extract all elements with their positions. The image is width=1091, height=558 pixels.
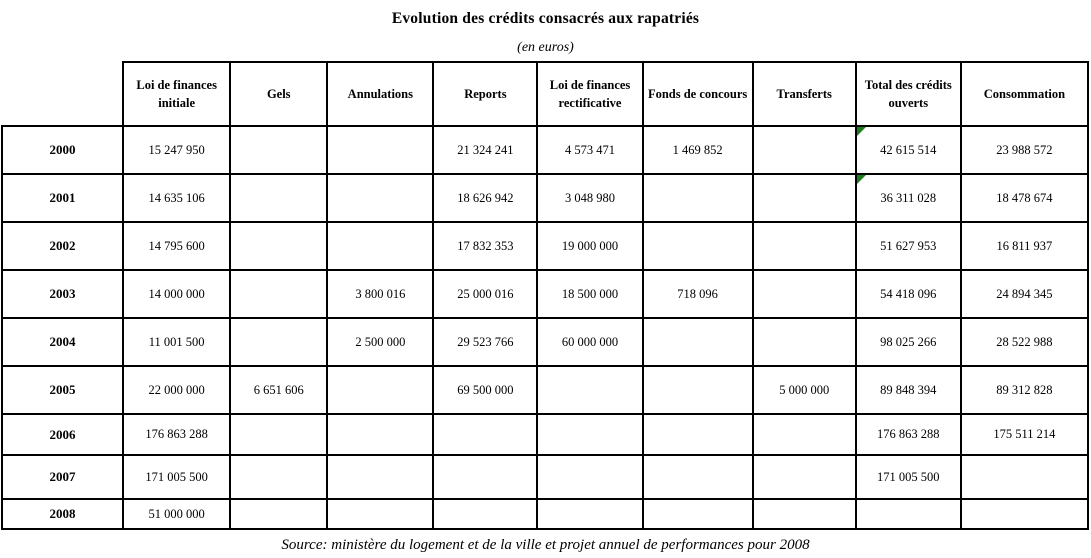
table-cell: 4 573 471 — [537, 126, 642, 174]
cell-value: 42 615 514 — [880, 142, 937, 157]
table-row-2008 — [2, 499, 1088, 529]
table-cell — [753, 455, 856, 499]
table-cell — [433, 499, 537, 529]
table-cell — [537, 499, 642, 529]
table-cell: 171 005 500 — [856, 455, 961, 499]
credits-table — [1, 61, 1089, 530]
table-cell: 6 651 606 — [230, 366, 327, 414]
table-cell: 18 500 000 — [537, 270, 642, 318]
table-cell — [753, 499, 856, 529]
table-row-2002 — [2, 222, 1088, 270]
corner-cell — [2, 62, 123, 126]
table-cell: 89 848 394 — [856, 366, 961, 414]
column-header-loi-finances-initiale: Loi de finances initiale — [123, 62, 230, 126]
column-header-gels: Gels — [230, 62, 327, 126]
table-cell — [643, 499, 753, 529]
table-cell — [643, 174, 753, 222]
table-cell — [753, 174, 856, 222]
year-cell: 2007 — [2, 455, 123, 499]
table-cell: 18 478 674 — [961, 174, 1088, 222]
cell-value: 36 311 028 — [880, 190, 937, 205]
column-header-reports: Reports — [433, 62, 537, 126]
table-cell: 17 832 353 — [433, 222, 537, 270]
table-cell: 14 635 106 — [123, 174, 230, 222]
table-cell — [753, 270, 856, 318]
table-cell — [753, 222, 856, 270]
table-cell — [230, 318, 327, 366]
table-cell — [856, 499, 961, 529]
table-cell — [643, 318, 753, 366]
table-cell — [753, 414, 856, 455]
table-cell — [753, 126, 856, 174]
table-cell: 23 988 572 — [961, 126, 1088, 174]
table-cell: 22 000 000 — [123, 366, 230, 414]
table-cell: 175 511 214 — [961, 414, 1088, 455]
table-cell: 5 000 000 — [753, 366, 856, 414]
table-cell: 16 811 937 — [961, 222, 1088, 270]
table-cell: 51 627 953 — [856, 222, 961, 270]
year-cell: 2004 — [2, 318, 123, 366]
year-cell: 2001 — [2, 174, 123, 222]
year-cell: 2006 — [2, 414, 123, 455]
table-cell: 69 500 000 — [433, 366, 537, 414]
table-cell: 29 523 766 — [433, 318, 537, 366]
table-cell — [327, 174, 433, 222]
year-cell: 2008 — [2, 499, 123, 529]
table-cell — [230, 174, 327, 222]
column-header-loi-finances-rectificative: Loi de finances rectificative — [537, 62, 642, 126]
table-cell: 176 863 288 — [856, 414, 961, 455]
table-cell — [643, 222, 753, 270]
table-cell: 60 000 000 — [537, 318, 642, 366]
table-row-2000 — [2, 126, 1088, 174]
table-cell: 51 000 000 — [123, 499, 230, 529]
column-header-transferts: Transferts — [753, 62, 856, 126]
year-cell: 2003 — [2, 270, 123, 318]
table-cell — [537, 455, 642, 499]
table-cell: 24 894 345 — [961, 270, 1088, 318]
source-note: Source: ministère du logement et de la ville et projet annuel de performances pour 2008 — [281, 537, 810, 553]
table-cell: 11 001 500 — [123, 318, 230, 366]
table-cell: 98 025 266 — [856, 318, 961, 366]
table-cell — [230, 126, 327, 174]
table-cell — [856, 126, 961, 174]
table-cell — [643, 455, 753, 499]
column-header-fonds-de-concours: Fonds de concours — [643, 62, 753, 126]
year-cell: 2005 — [2, 366, 123, 414]
table-cell: 89 312 828 — [961, 366, 1088, 414]
year-cell: 2002 — [2, 222, 123, 270]
table-cell — [433, 455, 537, 499]
table-cell — [230, 455, 327, 499]
table-row-2007 — [2, 455, 1088, 499]
table-header-row — [2, 62, 1088, 126]
table-cell: 15 247 950 — [123, 126, 230, 174]
table-cell — [327, 455, 433, 499]
table-row-2003 — [2, 270, 1088, 318]
table-cell — [230, 414, 327, 455]
table-cell — [327, 414, 433, 455]
table-cell: 718 096 — [643, 270, 753, 318]
table-cell — [327, 366, 433, 414]
table-cell: 1 469 852 — [643, 126, 753, 174]
table-cell: 2 500 000 — [327, 318, 433, 366]
table-cell: 14 000 000 — [123, 270, 230, 318]
table-cell — [327, 126, 433, 174]
table-cell — [327, 499, 433, 529]
table-cell: 3 048 980 — [537, 174, 642, 222]
table-cell — [643, 366, 753, 414]
table-cell — [230, 270, 327, 318]
table-cell — [230, 222, 327, 270]
table-cell — [230, 499, 327, 529]
table-row-2004 — [2, 318, 1088, 366]
table-cell — [433, 414, 537, 455]
column-header-consommation: Consommation — [961, 62, 1088, 126]
table-cell: 25 000 016 — [433, 270, 537, 318]
table-cell: 18 626 942 — [433, 174, 537, 222]
column-header-total-credits-ouverts: Total des crédits ouverts — [856, 62, 961, 126]
table-cell: 14 795 600 — [123, 222, 230, 270]
column-header-annulations: Annulations — [327, 62, 433, 126]
table-cell — [753, 318, 856, 366]
table-row-2006 — [2, 414, 1088, 455]
table-cell — [961, 455, 1088, 499]
table-row-2005 — [2, 366, 1088, 414]
table-cell — [643, 414, 753, 455]
table-cell: 19 000 000 — [537, 222, 642, 270]
comment-marker-icon — [857, 175, 866, 184]
table-cell: 54 418 096 — [856, 270, 961, 318]
page-title: Evolution des crédits consacrés aux rapatriés — [391, 10, 700, 27]
comment-marker-icon — [857, 127, 866, 136]
table-cell — [961, 499, 1088, 529]
table-row-2001 — [2, 174, 1088, 222]
table-cell: 176 863 288 — [123, 414, 230, 455]
page-subtitle: (en euros) — [517, 40, 574, 55]
table-cell — [537, 366, 642, 414]
table-cell — [856, 174, 961, 222]
table-cell: 28 522 988 — [961, 318, 1088, 366]
table-cell: 171 005 500 — [123, 455, 230, 499]
table-cell — [327, 222, 433, 270]
table-cell: 21 324 241 — [433, 126, 537, 174]
table-cell: 3 800 016 — [327, 270, 433, 318]
year-cell: 2000 — [2, 126, 123, 174]
table-cell — [537, 414, 642, 455]
